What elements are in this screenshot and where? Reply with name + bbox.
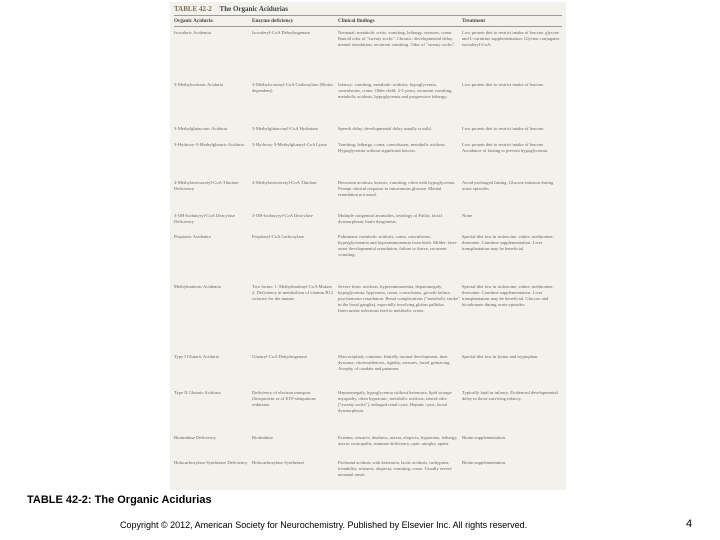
- table-row: [174, 390, 562, 434]
- table-row: [174, 126, 562, 140]
- cell-enzyme: 3-Methylglutaconyl-CoA Hydratase: [252, 126, 319, 131]
- cell-treatment: None: [462, 213, 472, 218]
- page-number: 4: [686, 518, 693, 530]
- column-header-clinical: Clinical findings: [338, 18, 375, 24]
- cell-enzyme: 3-Hydroxy-3-Methylglutaryl-CoA Lyase: [252, 142, 327, 147]
- cell-treatment: Special diet low in isoleucine, valine, methionine, threonine. Carnitine supplementation. Liver transplantation may be beneficial.: [462, 234, 554, 252]
- cell-enzyme: Deficiency of electron transport flavoprotein or of ETF-ubiquinone reductase: [252, 390, 316, 408]
- cell-clinical: Vomiting, lethargy, coma, convulsions, metabolic acidosis. Hypoglycemia without significant ketosis.: [338, 142, 446, 154]
- cell-clinical: Eczema, seizures, deafness, ataxia, alopecia, hypotonia, lethargy, ataxia, neuropathy, immune deficiency, optic atrophy, apnea.: [338, 435, 458, 447]
- cell-treatment: Special diet low in lysine and tryptophan.: [462, 354, 539, 359]
- table-row: [174, 354, 562, 386]
- cell-aciduria: Holocarboxylase Synthetase Deficiency: [174, 460, 248, 465]
- cell-treatment: Biotin supplementation.: [462, 435, 507, 440]
- cell-clinical: Multiple congenital anomalies, tetralogy of Fallot, facial dysmorphism, brain dysgenesis.: [338, 213, 442, 225]
- cell-aciduria: Biotinidase Deficiency: [174, 435, 217, 440]
- cell-aciduria: 3-OH-Isobutyryl-CoA Deacylase Deficiency: [174, 213, 235, 225]
- cell-aciduria: Type II Glutaric Aciduria: [174, 390, 221, 395]
- cell-enzyme: Propionyl-CoA Carboxylase: [252, 234, 305, 239]
- table-row: [174, 435, 562, 461]
- cell-clinical: Recurrent acidosis, ketosis, vomiting, often with hypoglycemia. Prompt clinical response to intravenous glucose. Mental retardation not usual.: [338, 180, 456, 198]
- table-row: [174, 213, 562, 233]
- cell-treatment: Typically fatal in infancy. Evidenced developmental delay in those surviving infancy.: [462, 390, 558, 402]
- column-header-aciduria: Organic Aciduria: [174, 18, 213, 24]
- cell-treatment: Avoid prolonged fasting. Glucose infusion during acute episodes.: [462, 180, 554, 192]
- table-row: [174, 234, 562, 278]
- copyright-footer: Copyright © 2012, American Society for Neurochemistry. Published by Elsevier Inc. All rights reserved.: [120, 520, 528, 530]
- table-number: TABLE 42-2: [174, 5, 212, 13]
- cell-enzyme: Biotinidase: [252, 435, 273, 440]
- cell-clinical: Macrocephaly common. Initially normal development, then dystonia, choreoathetosis, rigidity, seizures, facial grimacing. Atrophy of caudate and putamen.: [338, 354, 451, 372]
- cell-enzyme: Glutaryl-CoA Dehydrogenase: [252, 354, 307, 359]
- cell-enzyme: Isovaleryl-CoA Dehydrogenase: [252, 30, 311, 35]
- table-title: The Organic Acidurias: [219, 5, 288, 13]
- table-row: [174, 30, 562, 74]
- table-row: [174, 82, 562, 120]
- table-row: [174, 180, 562, 206]
- cell-enzyme: Two forms: 1. Methylmalonyl-CoA Mutase 2. Deficiency in metabolism of vitamin B12 cofactor for the mutase: [252, 284, 334, 302]
- top-rule: [174, 15, 562, 16]
- cell-aciduria: 3-Methylcrotonic Aciduria: [174, 82, 224, 87]
- cell-enzyme: 3-OH-Isobutyryl-CoA Deacylase: [252, 213, 313, 218]
- cell-clinical: Severe form: acidosis, hyperammonemia, hepatomegaly, hypoglycemia, hypotonia, coma, convulsions, growth failure, psychomotor retardation. Renal complications ("metabolic stroke" in the basal ganglia), especially involving globus pallidus. Intercurrent infections lead to metabolic crises.: [338, 284, 460, 314]
- column-header-treatment: Treatment: [462, 18, 486, 24]
- table-page-image: [170, 2, 566, 490]
- cell-enzyme: 3-Methylcrotonyl-CoA Carboxylase (Biotin dependent): [252, 82, 333, 94]
- cell-aciduria: Type I Glutaric Aciduria: [174, 354, 219, 359]
- table-heading: [174, 5, 288, 13]
- cell-aciduria: Isovaleric Acidemia: [174, 30, 211, 35]
- cell-clinical: Neonatal: metabolic crisis, vomiting, lethargy, seizures, coma. Rancid odor of "sweaty socks". Chronic: developmental delay, mental retardation, recurrent vomiting. Odor of "sweaty socks".: [338, 30, 456, 48]
- cell-clinical: Hepatomegaly, hypoglycemia without ketonuria, lipid storage myopathy, often hypotonic, metabolic acidosis, rancid odor ("sweaty socks"), enlarged renal cysts. Hepatic cysts, facial dysmorphism.: [338, 390, 452, 414]
- cell-aciduria: 3-Hydroxy-3-Methylglutaric Aciduria: [174, 142, 244, 147]
- cell-treatment: Low protein diet to restrict intake of leucine. Avoidance of fasting to prevent hypoglycemia.: [462, 142, 549, 154]
- table-row: [174, 142, 562, 168]
- table-row: [174, 460, 562, 488]
- cell-aciduria: 3-Methylglutaconic Aciduria: [174, 126, 228, 131]
- cell-enzyme: Holocarboxylase Synthetase: [252, 460, 305, 465]
- header-rule: [174, 26, 562, 27]
- cell-clinical: Profound acidosis with ketonuria, lactic acidosis, tachypnea, irritability, seizures, alopecia, vomiting, coma. Usually severe neonatal onset.: [338, 460, 452, 478]
- column-header-enzyme: Enzyme deficiency: [252, 18, 294, 24]
- cell-clinical: Speech delay, developmental delay usually is mild.: [338, 126, 432, 131]
- cell-treatment: Special diet low in isoleucine, valine, methionine, threonine. Carnitine supplementation. Liver transplantation may be beneficial. Glucose and bicarbonate during acute episodes.: [462, 284, 554, 308]
- cell-treatment: Low protein diet to restrict intake of leucine.: [462, 126, 545, 131]
- slide-caption: TABLE 42-2: The Organic Acidurias: [27, 494, 212, 506]
- cell-aciduria: Methylmalonic Acidemia: [174, 284, 221, 289]
- cell-treatment: Biotin supplementation.: [462, 460, 507, 465]
- cell-treatment: Low protein diet to restrict intake of leucine, glycine and L-carnitine supplementation. Glycine conjugates isovaleryl-CoA.: [462, 30, 560, 48]
- cell-aciduria: 2-Methylacetoacetyl-CoA Thiolase Deficiency: [174, 180, 239, 192]
- table-row: [174, 284, 562, 352]
- cell-treatment: Low protein diet to restrict intake of leucine.: [462, 82, 545, 87]
- cell-enzyme: 2-Methylacetoacetyl-CoA Thiolase: [252, 180, 317, 185]
- cell-aciduria: Propionic Acidemia: [174, 234, 211, 239]
- cell-clinical: Infancy: vomiting, metabolic acidosis, hypoglycemia, convulsions, coma. Older child: 2-5 years, recurrent vomiting, metabolic acidosis, hypoglycemia and progressive lethargy.: [338, 82, 453, 100]
- cell-clinical: Fulminant: metabolic acidosis, coma, convulsions, hyperglycinemia and hyperammonemia from birth. Milder: later-onset developmental retardation, failure to thrive, recurrent vomiting.: [338, 234, 458, 258]
